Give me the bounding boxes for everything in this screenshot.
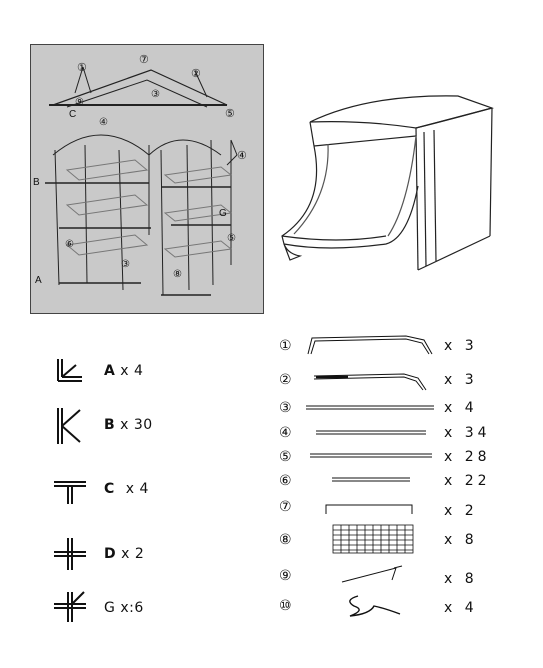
callout-7: ⑦: [139, 54, 149, 66]
part-6-qty: x 22: [444, 473, 491, 489]
part-2-pole-icon: [312, 370, 432, 392]
part-3-pole-icon: [306, 404, 436, 412]
part-1-qty: x 3: [444, 338, 478, 354]
callout-a: A: [35, 275, 42, 286]
callout-9: ⑨: [75, 97, 84, 108]
part-3-qty: x 4: [444, 400, 478, 416]
part-3-number: ③: [279, 400, 292, 416]
part-5-number: ⑤: [279, 449, 292, 465]
part-4-pole-icon: [316, 429, 428, 437]
callout-c: C: [69, 109, 77, 120]
part-5-pole-icon: [310, 452, 434, 460]
connector-d-label: [104, 546, 144, 562]
part-6-number: ⑥: [279, 473, 292, 489]
part-4-number: ④: [279, 425, 292, 441]
part-4-qty: x 34: [444, 425, 491, 441]
connector-a-qty: x 4: [120, 363, 144, 379]
connector-c-icon: [52, 476, 88, 506]
connector-d-code: D: [104, 546, 117, 562]
connector-b-code: B: [104, 417, 116, 433]
part-10-peg-icon: [340, 592, 406, 620]
connector-c-code: C: [104, 481, 115, 497]
connector-g-label: [104, 600, 144, 616]
callout-g: G: [219, 208, 227, 219]
part-2-qty: x 3: [444, 372, 478, 388]
part-10-qty: x 4: [444, 600, 478, 616]
callout-5-right: ⑤: [227, 233, 236, 244]
part-7-number: ⑦: [279, 499, 292, 515]
part-10-number: ⑩: [279, 598, 292, 614]
connector-g-code: G: [104, 600, 116, 616]
connector-g-qty: x:6: [120, 600, 144, 616]
part-9-qty: x 8: [444, 571, 478, 587]
callout-8: ⑧: [173, 269, 182, 280]
connector-a-icon: [54, 357, 84, 387]
callout-4-right: ④: [237, 150, 247, 162]
part-2-number: ②: [279, 372, 292, 388]
connector-b-qty: x 30: [120, 417, 153, 433]
callout-3-mid: ③: [121, 259, 130, 270]
connector-a-label: [104, 363, 143, 379]
connector-c-qty: x 4: [125, 481, 149, 497]
callout-4-top: ④: [99, 117, 108, 128]
callout-3-top: ③: [151, 89, 160, 100]
part-8-number: ⑧: [279, 532, 292, 548]
connector-c-label: [104, 481, 149, 497]
connector-a-code: A: [104, 363, 116, 379]
part-6-pole-icon: [332, 476, 412, 484]
callout-6: ⑥: [65, 239, 74, 250]
tent-illustration: [268, 86, 508, 276]
connector-d-icon: [52, 536, 88, 572]
callout-1: ①: [77, 62, 87, 74]
part-8-mesh-shelf-icon: [332, 524, 414, 554]
part-9-brace-icon: [340, 564, 406, 586]
part-7-qty: x 2: [444, 503, 478, 519]
part-1-pole-icon: [306, 334, 436, 356]
part-9-number: ⑨: [279, 568, 292, 584]
frame-exploded-diagram: [30, 44, 264, 314]
frame-drawing: [31, 45, 263, 313]
connector-d-qty: x 2: [121, 546, 145, 562]
connector-g-icon: [52, 588, 88, 624]
part-5-qty: x 28: [444, 449, 491, 465]
callout-5-top: ⑤: [225, 108, 235, 120]
connector-b-label: [104, 417, 153, 433]
connector-b-icon: [54, 406, 84, 446]
part-7-bracket-icon: [324, 502, 416, 516]
callout-b: B: [33, 177, 40, 188]
part-8-qty: x 8: [444, 532, 478, 548]
callout-2: ②: [191, 68, 201, 80]
part-1-number: ①: [279, 338, 292, 354]
